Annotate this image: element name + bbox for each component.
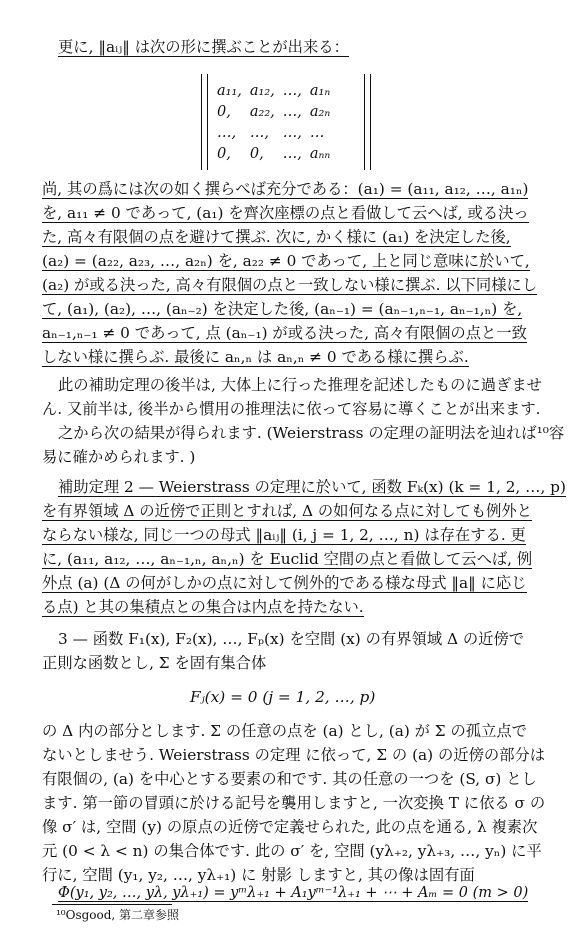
matrix-cell: a₂ₙ	[309, 103, 331, 120]
para1-line: た, 高々有限個の点を避けて撰ぶ. 次に, かく様に (a₁) を決定した後,	[42, 228, 511, 246]
matrix-cell: …,	[249, 124, 269, 141]
matrix-cell: …,	[282, 82, 302, 99]
matrix-row	[213, 143, 334, 164]
matrix-cell: …,	[282, 145, 302, 162]
lemma-line: る点) と其の集積点との集合は内点を持たない.	[42, 598, 364, 616]
matrix-cell: a₂₂,	[249, 103, 275, 120]
equation-phi: Φ(y₁, y₂, …, yλ, yλ₊₁) = yᵐλ₊₁ + A₁yᵐ⁻¹λ₊₁ + ⋯ + Aₘ = 0 (m > 0)	[58, 885, 529, 901]
matrix-cell: …,	[282, 103, 302, 120]
para2-line: ん. 又前半は, 後半から慣用の推理法に依って容易に導くことが出来ます.	[42, 400, 541, 418]
para4-line: 像 σ′ は, 空間 (y) の原点の近傍で定義せられた, 此の点を通る, λ 複素次	[42, 818, 538, 836]
para4-line: 有限個の, (a) を中心とする要素の和です. 其の任意の一つを (S, σ) とし	[42, 770, 537, 788]
matrix-row	[213, 122, 334, 143]
matrix-cell: a₁₂,	[249, 82, 275, 99]
para1-line: aₙ₋₁,ₙ₋₁ ≠ 0 であって, 点 (aₙ₋₁) が或る決った, 高々有限個の点と一致	[42, 324, 527, 342]
matrix-cell: …,	[282, 124, 302, 141]
lemma-line: に, (a₁₁, a₁₂, …, aₙ₋₁,ₙ, aₙ,ₙ) を Euclid 空間の点と看做して云へば, 例	[42, 550, 533, 568]
para4-line: 元 (0 < λ < n) の集合体です. 此の σ′ を, 空間 (yλ₊₂, yλ₊₃, …, yₙ) に平	[42, 842, 542, 860]
matrix-row	[213, 80, 334, 101]
matrix-row	[213, 101, 334, 122]
para2-line: 此の補助定理の後半は, 大体上に行った推理を記述したものに過ぎませ	[58, 376, 542, 394]
section3-line: 3 — 函数 F₁(x), F₂(x), …, Fₚ(x) を空間 (x) の有界領域 Δ の近傍で	[58, 630, 525, 648]
footnote-rule	[52, 904, 172, 905]
intro-text: 更に, ‖aᵢⱼ‖ は次の形に撰ぶことが出来る：	[58, 38, 349, 56]
para4-line: 行に, 空間 (y₁, y₂, …, yλ₊₁) に 射影 しますと, 其の像は固有面	[42, 866, 475, 884]
para1-line: 尚, 其の爲には次の如く撰らべば充分である：(a₁) = (a₁₁, a₁₂, …, a₁ₙ)	[42, 180, 529, 198]
para2-line: 易に確かめられます. )	[42, 448, 196, 466]
para1-line: しない様に撰らぶ. 最後に aₙ,ₙ は aₙ,ₙ ≠ 0 である様に撰らぶ.	[42, 348, 469, 366]
para1-line: (a₂) = (a₂₂, a₂₃, …, a₂ₙ) を, a₂₂ ≠ 0 であって, 上と同じ意味に於いて,	[42, 252, 530, 270]
para2-line: 之から次の結果が得られます. (Weierstrass の定理の証明法を辿れば¹⁰容	[58, 424, 565, 442]
para1-line: (a₂) が或る決った, 高々有限個の点と一致しない様に撰ぶ. 以下同様にし	[42, 276, 538, 294]
matrix-display	[197, 74, 375, 170]
lemma-line: 外点 (a) (Δ の何がしかの点に対して例外的である様な母式 ‖a‖ に応じ	[42, 574, 527, 592]
matrix-left-bars	[201, 74, 208, 170]
matrix-cell: 0,	[217, 145, 231, 162]
para4-line: の Δ 内の部分とします. Σ の任意の点を (a) とし, (a) が Σ の孤立点で	[42, 722, 527, 740]
matrix-cell: …	[309, 124, 325, 141]
para1-line: て, (a₁), (a₂), …, (aₙ₋₂) を決定した後, (aₙ₋₁) = (aₙ₋₁,ₙ₋₁, aₙ₋₁,ₙ) を,	[42, 300, 523, 318]
matrix-cell: a₁₁,	[217, 82, 242, 99]
para1-line: を, a₁₁ ≠ 0 であって, (a₁) を齊次座標の点と看做して云へば, 或る決っ	[42, 204, 529, 222]
matrix-cell: aₙₙ	[309, 145, 331, 162]
matrix-right-bars	[364, 74, 371, 170]
para4-line: ないとしませう. Weierstrass の定理 に依って, Σ の (a) の近傍の部分は	[42, 746, 546, 764]
lemma-line: ならない様な, 同じ一つの母式 ‖aᵢⱼ‖ (i, j = 1, 2, …, n) は存在する. 更	[42, 526, 526, 544]
lemma-line: を有界領域 Δ の近傍で正則とすれば, Δ の如何なる点に対しても例外と	[42, 502, 533, 520]
footnote: ¹⁰Osgood, 第二章参照	[56, 908, 180, 922]
matrix-cell: …,	[217, 124, 237, 141]
matrix-table	[213, 80, 334, 164]
matrix-cell: 0,	[217, 103, 231, 120]
equation-fj: Fⱼ(x) = 0 (j = 1, 2, …, p)	[190, 688, 376, 706]
section3-line: 正則な函数とし, Σ を固有集合体	[42, 654, 267, 672]
matrix-cell: a₁ₙ	[309, 82, 331, 99]
lemma-line: 補助定理 2 — Weierstrass の定理に於いて, 函数 Fₖ(x) (k = 1, 2, …, p)	[58, 478, 566, 496]
para4-line: ます. 第一節の冒頭に於ける記号を襲用しますと, 一次変換 T に依る σ の	[42, 794, 546, 812]
matrix-cell: 0,	[249, 145, 264, 162]
